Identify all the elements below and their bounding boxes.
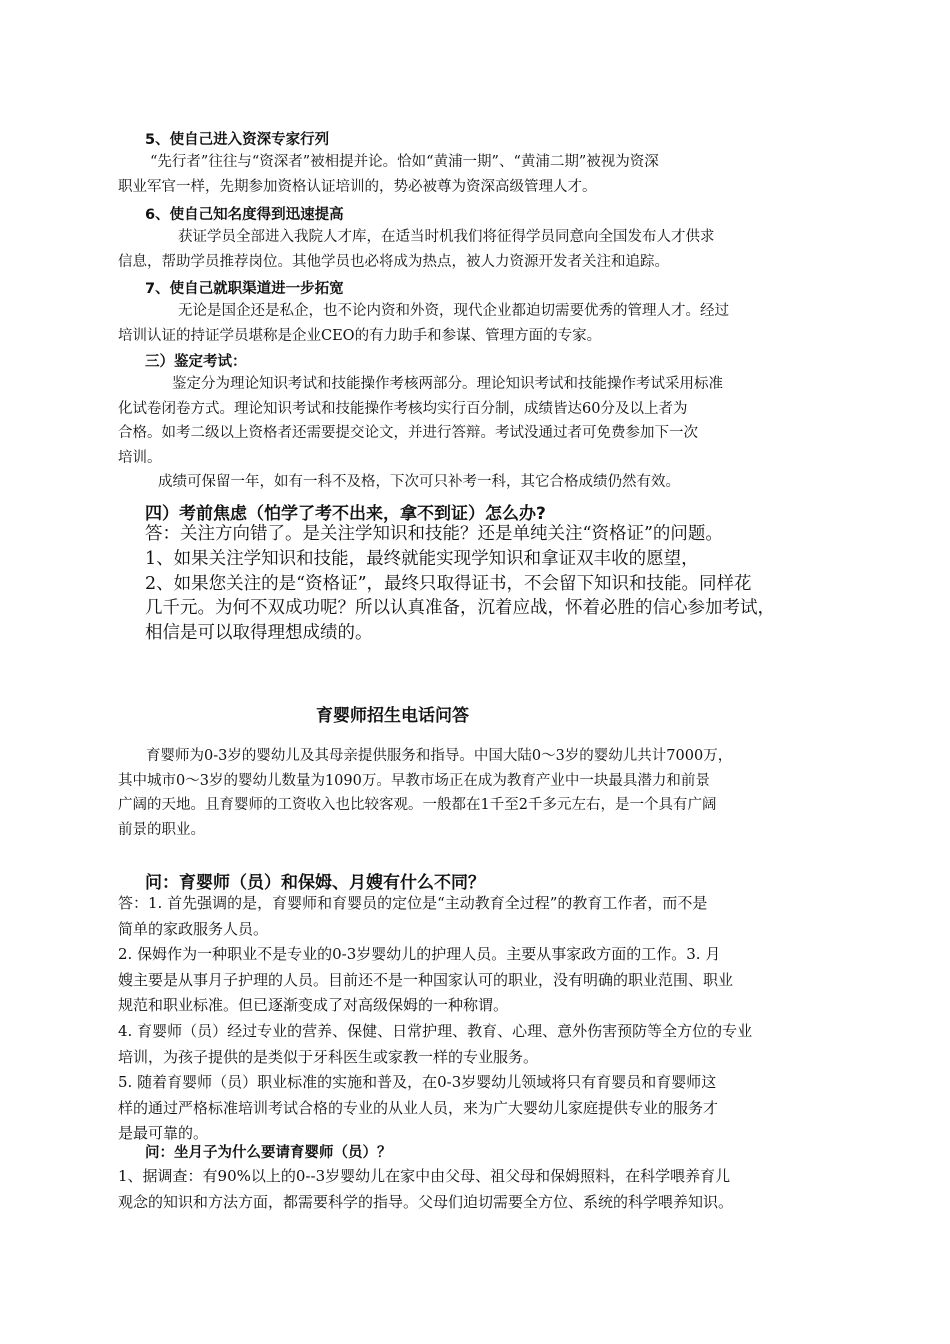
item7-paragraph <box>118 299 818 348</box>
text-line: 成绩可保留一年，如有一科不及格，下次可只补考一科，其它合格成绩仍然有效。 <box>158 474 680 490</box>
intro-paragraph <box>118 744 818 842</box>
exam-paragraph <box>118 372 818 495</box>
text-line: 简单的家政服务人员。 <box>118 919 269 938</box>
text-line: 答：关注方向错了。是关注学知识和技能？还是单纯关注“资格证”的问题。 <box>145 524 723 544</box>
q1-answer <box>118 891 818 1147</box>
text-line: 广阔的天地。且育婴师的工资收入也比较客观。一般都在1千至2千多元左右，是一个具有广阔 <box>118 797 717 813</box>
text-line: 无论是国企还是私企，也不论内资和外资，现代企业都迫切需要优秀的管理人才。经过 <box>178 303 729 319</box>
page-title: 育婴师招生电话问答 <box>316 706 469 726</box>
text-line: 培训，为孩子提供的是类似于牙科医生或家教一样的专业服务。 <box>118 1047 539 1066</box>
exam-heading: 三）鉴定考试： <box>145 354 247 370</box>
text-line: “先行者”往往与“资深者”被相提并论。恰如“黄浦一期”、“黄浦二期”被视为资深 <box>150 154 659 170</box>
text-line: 2. 保姆作为一种职业不是专业的0-3岁婴幼儿的护理人员。主要从事家政方面的工作。3. 月 <box>118 945 721 964</box>
text-line: 合格。如考二级以上资格者还需要提交论文，并进行答辩。考试没通过者可免费参加下一次 <box>118 425 698 441</box>
text-line: 观念的知识和方法方面，都需要科学的指导。父母们迫切需要全方位、系统的科学喂养知识。 <box>118 1192 734 1211</box>
text-line: 信息，帮助学员推荐岗位。其他学员也必将成为热点，被人力资源开发者关注和追踪。 <box>118 253 669 270</box>
text-line: 相信是可以取得理想成绩的。 <box>145 623 373 644</box>
text-line: 鉴定分为理论知识考试和技能操作考核两部分。理论知识考试和技能操作考试采用标准 <box>172 376 723 392</box>
text-line: 5. 随着育婴师（员）职业标准的实施和普及，在0-3岁婴幼儿领域将只有育婴员和育婴师这 <box>118 1073 717 1092</box>
text-line: 样的通过严格标准培训考试合格的专业的从业人员，来为广大婴幼儿家庭提供专业的服务才 <box>118 1098 719 1117</box>
text-line: 几千元。为何不双成功呢？所以认真准备，沉着应战，怀着必胜的信心参加考试， <box>145 598 775 619</box>
item7-heading: 7、使自己就职渠道进一步拓宽 <box>145 281 344 297</box>
text-line: 职业军官一样，先期参加资格认证培训的，势必被尊为资深高级管理人才。 <box>118 178 597 195</box>
text-line: 1、如果关注学知识和技能，最终就能实现学知识和拿证双丰收的愿望， <box>145 548 699 569</box>
q2-heading: 问：坐月子为什么要请育婴师（员）？ <box>145 1145 392 1161</box>
text-line: 育婴师为0-3岁的婴幼儿及其母亲提供服务和指导。中国大陆0～3岁的婴幼儿共计7000万， <box>146 748 733 764</box>
text-line: 嫂主要是从事月子护理的人员。目前还不是一种国家认可的职业，没有明确的职业范围、职业 <box>118 970 734 989</box>
anxiety-paragraph <box>145 522 845 646</box>
text-line: 是最可靠的。 <box>118 1124 209 1143</box>
text-line: 规范和职业标准。但已逐渐变成了对高级保姆的一种称谓。 <box>118 996 509 1015</box>
q1-heading: 问：育婴师（员）和保姆、月嫂有什么不同？ <box>145 873 485 893</box>
text-line: 1、据调查：有90%以上的0--3岁婴幼儿在家中由父母、祖父母和保姆照料，在科学喂养育儿 <box>118 1167 731 1185</box>
text-line: 答：1. 首先强调的是，育婴师和育婴员的定位是“主动教育全过程”的教育工作者，而不是 <box>118 894 708 912</box>
text-line: 前景的职业。 <box>118 821 205 838</box>
text-line: 获证学员全部进入我院人才库，在适当时机我们将征得学员同意向全国发布人才供求 <box>178 229 715 245</box>
text-line: 培训。 <box>118 449 162 466</box>
item5-paragraph <box>118 150 818 199</box>
item6-paragraph <box>118 225 818 274</box>
text-line: 2、如果您关注的是“资格证”，最终只取得证书，不会留下知识和技能。同样花 <box>145 573 752 594</box>
text-line: 4. 育婴师（员）经过专业的营养、保健、日常护理、教育、心理、意外伤害预防等全方位的专业 <box>118 1021 753 1040</box>
text-line: 培训认证的持证学员堪称是企业CEO的有力助手和参谋、管理方面的专家。 <box>118 327 602 344</box>
text-line: 其中城市0～3岁的婴幼儿数量为1090万。早教市场正在成为教育产业中一块最具潜力和前景 <box>118 772 710 789</box>
q2-answer <box>118 1164 818 1215</box>
item5-heading: 5、使自己进入资深专家行列 <box>145 132 330 148</box>
anxiety-heading: 四）考前焦虑（怕学了考不出来，拿不到证）怎么办? <box>145 504 546 524</box>
text-line: 化试卷闭卷方式。理论知识考试和技能操作考核均实行百分制，成绩皆达60分及以上者为 <box>118 400 688 417</box>
item6-heading: 6、使自己知名度得到迅速提高 <box>145 207 344 223</box>
